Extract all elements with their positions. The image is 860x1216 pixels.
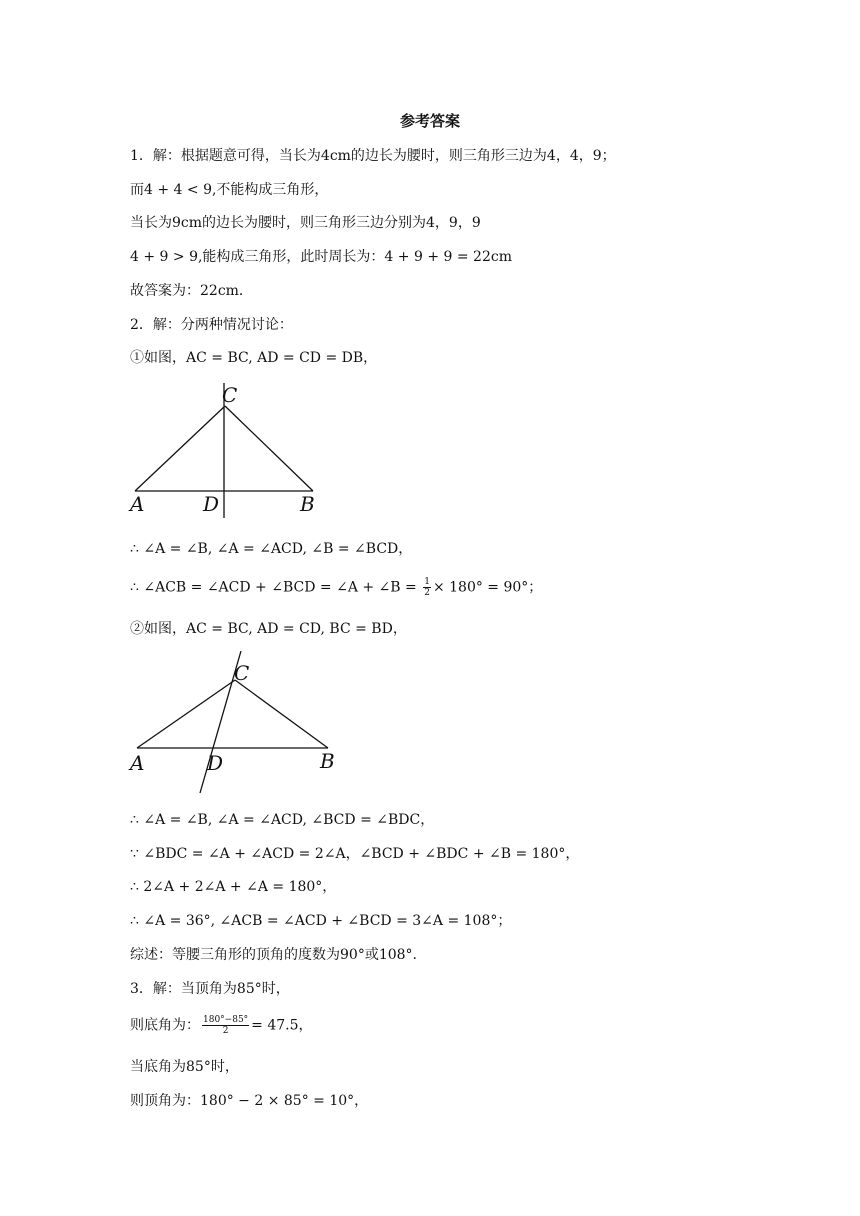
fig1-side-ac: [135, 406, 225, 491]
q3-line-3: 当底角为85°时，: [130, 1059, 239, 1075]
q2-line-7: ∵ ∠BDC = ∠A + ∠ACD = 2∠A，∠BCD + ∠BDC + ∠B = 180°，: [130, 846, 580, 862]
q2-line-5: ②如图，AC = BC, AD = CD, BC = BD，: [130, 621, 407, 637]
fig2-side-ac: [137, 680, 235, 748]
q1-line-3: 当长为9cm的边长为腰时，则三角形三边分别为4，9，9: [130, 215, 481, 231]
q3-line-2-suffix: = 47.5，: [251, 1017, 313, 1034]
q3-fraction-numerator: 180°−85°: [203, 1015, 249, 1025]
q3-line-1: 3．解：当顶角为85°时，: [130, 981, 290, 997]
fig2-label-c: C: [234, 661, 250, 685]
q2-line-4-prefix: ∴ ∠ACB = ∠ACD + ∠BCD = ∠A + ∠B =: [130, 579, 422, 596]
q2-fraction-numerator: 1: [424, 577, 430, 587]
q1-line-2: 而4 + 4 < 9,不能构成三角形，: [130, 182, 329, 198]
q2-line-4-suffix: × 180° = 90°；: [432, 579, 543, 596]
q2-line-3: ∴ ∠A = ∠B, ∠A = ∠ACD, ∠B = ∠BCD，: [130, 541, 413, 557]
q3-fraction: [202, 1015, 249, 1036]
fig2-side-bc: [235, 680, 328, 748]
figure-1: [125, 378, 335, 523]
q3-line-2-prefix: 则底角为：: [130, 1017, 200, 1034]
q1-line-4: 4 + 9 > 9,能构成三角形，此时周长为：4 + 9 + 9 = 22cm: [130, 249, 512, 265]
q2-line-9: ∴ ∠A = 36°, ∠ACB = ∠ACD + ∠BCD = 3∠A = 108°；: [130, 913, 512, 929]
fig2-label-b: B: [320, 749, 335, 773]
fig2-label-a: A: [130, 751, 145, 775]
q2-line-1: 2．解：分两种情况讨论：: [130, 317, 293, 333]
q2-line-6: ∴ ∠A = ∠B, ∠A = ∠ACD, ∠BCD = ∠BDC，: [130, 812, 435, 828]
q2-line-10: 综述：等腰三角形的顶角的度数为90°或108°.: [130, 947, 417, 963]
q3-fraction-denominator: 2: [222, 1026, 229, 1036]
q1-line-5: 故答案为：22cm．: [130, 283, 253, 299]
page-title: 参考答案: [399, 112, 460, 130]
q2-line-4: [130, 577, 542, 598]
fig2-label-d: D: [207, 751, 224, 775]
q3-line-2: [130, 1015, 313, 1036]
fig1-label-c: C: [222, 383, 238, 407]
q1-line-1: 1．解：根据题意可得，当长为4cm的边长为腰时，则三角形三边为4，4，9；: [130, 148, 616, 164]
figure-2: [125, 648, 345, 798]
fig1-label-b: B: [300, 492, 315, 516]
q2-fraction-denominator: 2: [424, 588, 430, 598]
q3-line-4: 则顶角为：180° − 2 × 85° = 10°，: [130, 1093, 369, 1109]
fig1-label-d: D: [203, 492, 220, 516]
q2-line-2: ①如图，AC = BC, AD = CD = DB，: [130, 350, 378, 366]
fig1-side-bc: [225, 406, 313, 491]
q2-fraction-half: [423, 577, 431, 598]
fig1-label-a: A: [130, 492, 145, 516]
q2-line-8: ∴ 2∠A + 2∠A + ∠A = 180°，: [130, 879, 337, 895]
